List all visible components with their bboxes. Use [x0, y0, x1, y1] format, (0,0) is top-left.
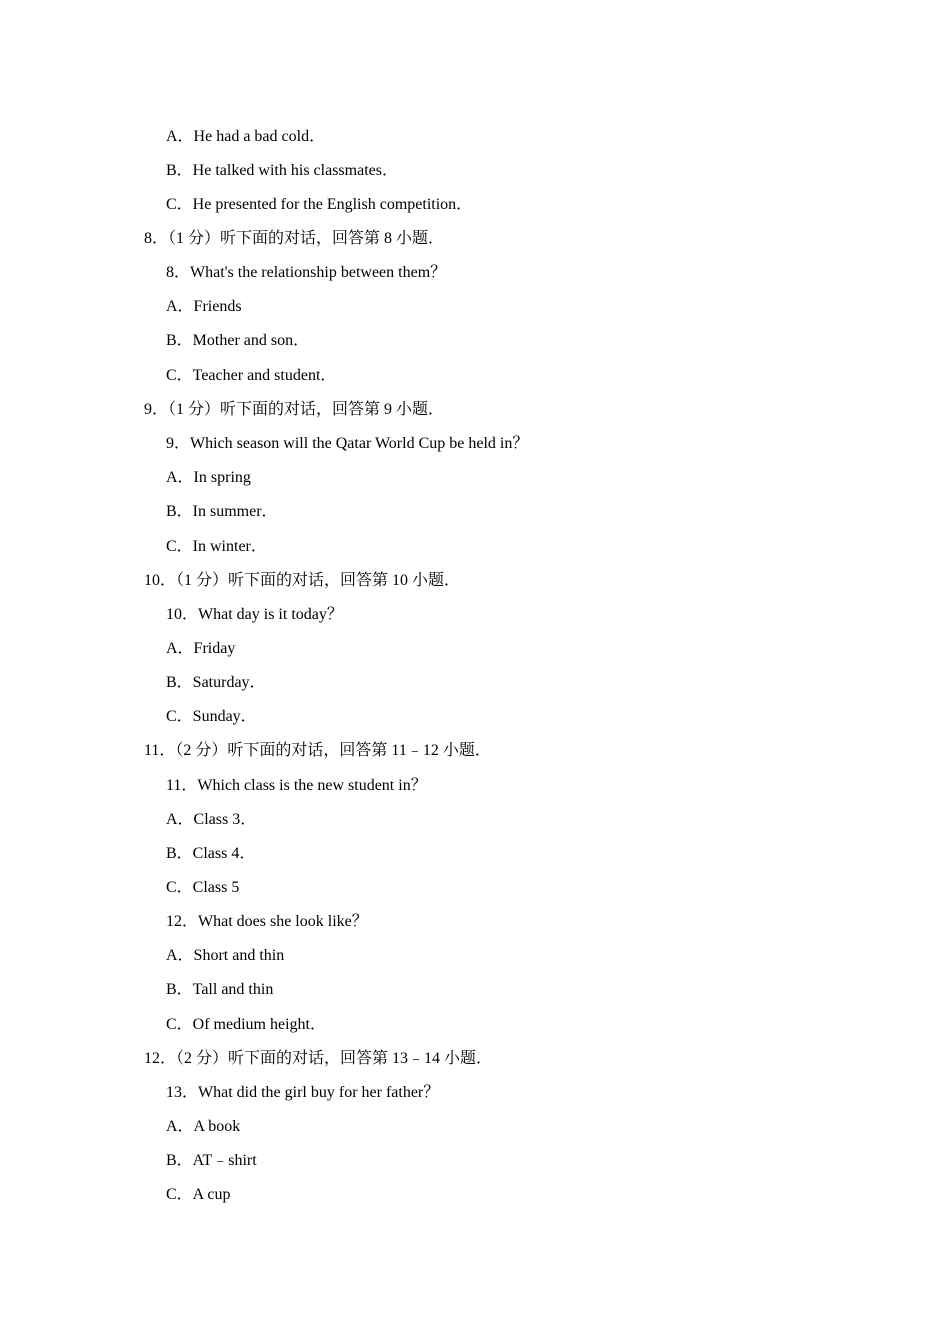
answer-option: C．Sunday．: [166, 708, 257, 725]
answer-option: C．Of medium height．: [166, 1016, 326, 1033]
answer-option: C．In winter．: [166, 538, 267, 555]
answer-option: B．Class 4．: [166, 845, 256, 862]
answer-option: B．In summer．: [166, 503, 278, 520]
answer-option: B．Mother and son．: [166, 332, 310, 349]
answer-option: C．He presented for the English competition．: [166, 196, 473, 213]
answer-option: A．Class 3．: [166, 811, 257, 828]
answer-option: A．In spring: [166, 469, 251, 486]
answer-option: A．Friends: [166, 298, 242, 315]
question-header: 11．（2 分）听下面的对话，回答第 11﹣12 小题．: [144, 742, 491, 759]
question-text: 9．Which season will the Qatar World Cup be held in？: [166, 435, 529, 452]
question-text: 12．What does she look like？: [166, 913, 368, 930]
question-text: 11．Which class is the new student in？: [166, 777, 427, 794]
answer-option: B．He talked with his classmates．: [166, 162, 398, 179]
question-header: 9．（1 分）听下面的对话，回答第 9 小题．: [144, 401, 445, 418]
answer-option: B．Tall and thin: [166, 981, 274, 998]
answer-option: C．Class 5: [166, 879, 240, 896]
answer-option: B．Saturday．: [166, 674, 266, 691]
answer-option: A．He had a bad cold．: [166, 128, 326, 145]
answer-option: C．A cup: [166, 1186, 231, 1203]
question-text: 10．What day is it today？: [166, 606, 343, 623]
question-text: 13．What did the girl buy for her father？: [166, 1084, 440, 1101]
answer-option: C．Teacher and student．: [166, 367, 337, 384]
answer-option: A．Short and thin: [166, 947, 285, 964]
answer-option: A．A book: [166, 1118, 241, 1135]
question-header: 8．（1 分）听下面的对话，回答第 8 小题．: [144, 230, 445, 247]
question-header: 12．（2 分）听下面的对话，回答第 13﹣14 小题．: [144, 1050, 493, 1067]
question-header: 10．（1 分）听下面的对话，回答第 10 小题．: [144, 572, 461, 589]
answer-option: B．AT﹣shirt: [166, 1152, 257, 1169]
question-text: 8．What's the relationship between them？: [166, 264, 447, 281]
answer-option: A．Friday: [166, 640, 236, 657]
